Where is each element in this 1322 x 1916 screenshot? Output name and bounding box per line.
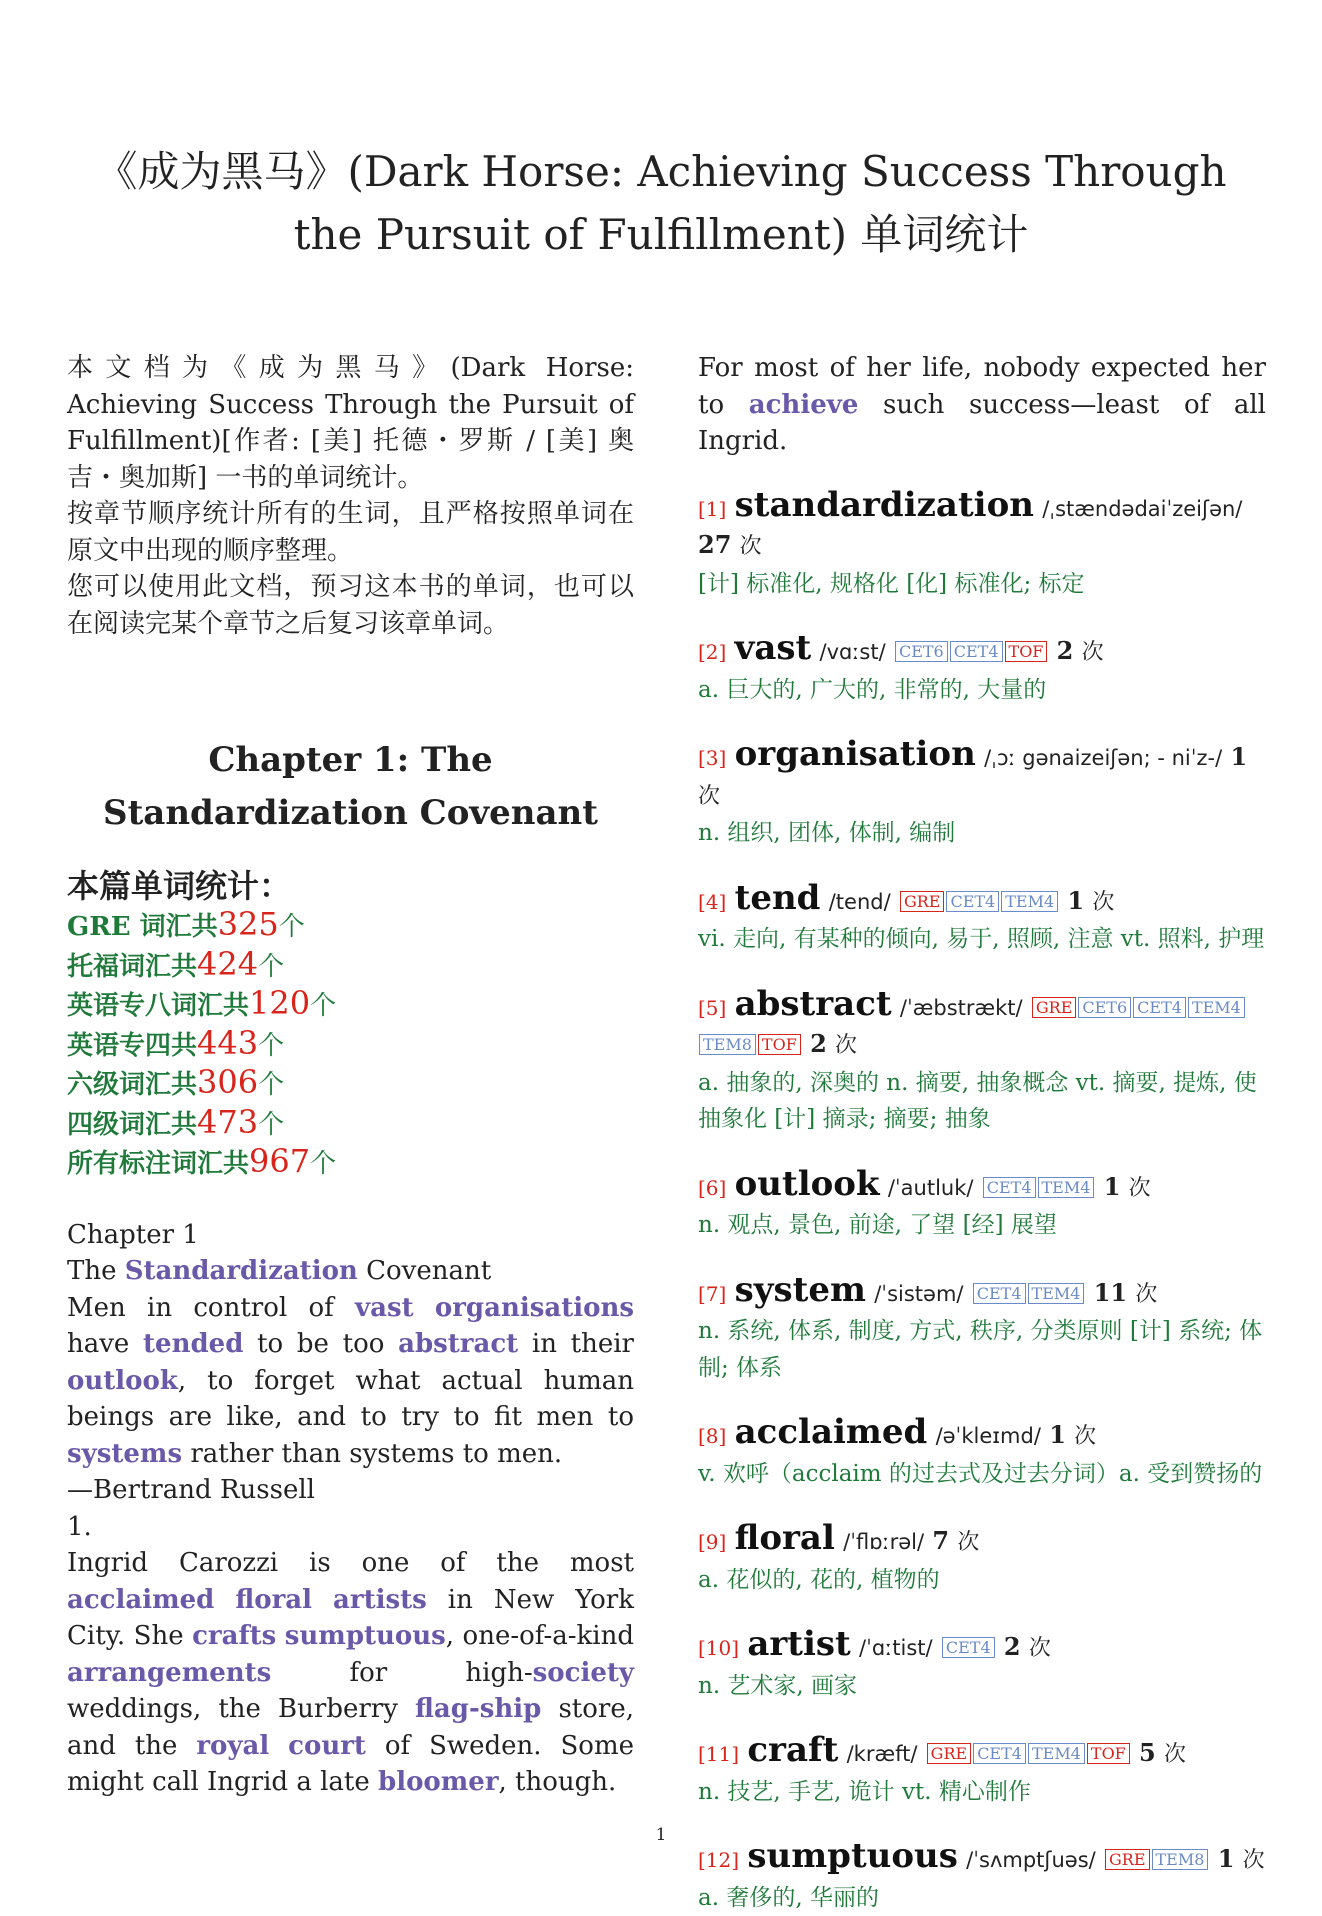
entry-word: artist [747, 1624, 850, 1664]
stat-label: 所有标注词汇共 [67, 1149, 249, 1179]
entry-definition: vi. 走向, 有某种的倾向, 易于, 照顾, 注意 vt. 照料, 护理 [698, 921, 1266, 958]
highlighted-word: Standardization [125, 1256, 358, 1286]
highlighted-word: acclaimed [67, 1585, 214, 1615]
stat-unit: 个 [258, 1110, 284, 1140]
text-run: to be too [243, 1329, 398, 1359]
stat-unit: 个 [258, 952, 284, 982]
highlighted-word: flag-ship [415, 1694, 541, 1724]
entry-phonetic: /vɑːst/ [820, 640, 886, 664]
entry-word: tend [735, 878, 821, 918]
entry-definition: n. 组织, 团体, 体制, 编制 [698, 815, 1266, 852]
entry-count: 2 [1057, 636, 1074, 665]
highlighted-word: abstract [398, 1329, 518, 1359]
exam-tag-badge: TEM4 [1038, 1177, 1095, 1198]
highlighted-word: vast [355, 1293, 414, 1323]
text-run: in their [518, 1329, 634, 1359]
page-number: 1 [0, 1825, 1322, 1845]
stat-count: 443 [197, 1024, 258, 1062]
quote-attribution: —Bertrand Russell [67, 1472, 634, 1509]
highlighted-word: artists [333, 1585, 427, 1615]
entry-count: 2 [810, 1029, 827, 1058]
entry-count-unit: 次 [740, 534, 762, 559]
text-run: , one-of-a-kind [446, 1621, 634, 1651]
exam-tag-badge: TOF [758, 1034, 801, 1055]
highlighted-word: floral [235, 1585, 312, 1615]
stat-row [67, 985, 634, 1025]
stat-count: 473 [197, 1103, 258, 1141]
entry-word: acclaimed [735, 1412, 928, 1452]
entry-index: [12] [698, 1848, 739, 1872]
entry-head [698, 1626, 1266, 1668]
entry-phonetic: /ˈautluk/ [888, 1176, 974, 1200]
exam-tag-badge: GRE [1032, 997, 1077, 1018]
entry-count-unit: 次 [1082, 640, 1104, 665]
passage-chapter-line: Chapter 1 [67, 1217, 634, 1254]
exam-tag-badge: TEM4 [1188, 997, 1245, 1018]
stats-heading: 本篇单词统计： [67, 866, 634, 906]
entry-index: [8] [698, 1424, 726, 1448]
entry-phonetic: /əˈkleɪmd/ [936, 1424, 1041, 1448]
text-run: Men in control of [67, 1293, 355, 1323]
highlighted-word: tended [143, 1329, 243, 1359]
entry-index: [4] [698, 890, 726, 914]
entry-index: [6] [698, 1176, 726, 1200]
entry-word: floral [735, 1518, 835, 1558]
exam-tag-badge: TOF [1005, 641, 1048, 662]
text-run [414, 1293, 435, 1323]
entry-head [698, 1520, 1266, 1562]
stat-row [67, 1025, 634, 1065]
entry-word: craft [747, 1730, 838, 1770]
text-run: Covenant [358, 1256, 491, 1286]
entry-index: [10] [698, 1636, 739, 1660]
stat-label: 英语专八词汇共 [67, 991, 249, 1021]
entry-head [698, 1414, 1266, 1456]
entry-phonetic: /ˈflɒːrəl/ [843, 1530, 924, 1554]
exam-tag-badge: CET4 [942, 1637, 995, 1658]
exam-tag-badge: CET6 [1078, 997, 1131, 1018]
entry-count-unit: 次 [1243, 1848, 1265, 1873]
entry-head [698, 736, 1266, 815]
entry-phonetic: /ˈæbstrækt/ [900, 996, 1023, 1020]
exam-tag-badge: CET4 [1133, 997, 1186, 1018]
entry-word: abstract [735, 984, 892, 1024]
highlighted-word: arrangements [67, 1658, 271, 1688]
stat-row [67, 906, 634, 946]
left-column [67, 350, 634, 1801]
stat-count: 424 [197, 945, 258, 983]
entry-head [698, 1732, 1266, 1774]
vocab-entry [698, 1166, 1266, 1244]
entry-count-unit: 次 [1164, 1742, 1186, 1767]
stat-row [67, 946, 634, 986]
entry-definition: n. 艺术家, 画家 [698, 1668, 1266, 1705]
entry-word: organisation [735, 734, 976, 774]
entry-phonetic: /ˌstændədaiˈzeiʃən/ [1042, 497, 1242, 521]
entry-index: [11] [698, 1742, 739, 1766]
passage-subtitle [67, 1253, 634, 1290]
entry-count: 2 [1004, 1632, 1021, 1661]
stat-label: 六级词汇共 [67, 1070, 197, 1100]
exam-tag-badge: TEM8 [699, 1034, 756, 1055]
stat-row [67, 1143, 634, 1183]
highlighted-word: organisations [435, 1293, 634, 1323]
vocab-entry [698, 630, 1266, 708]
entry-count-unit: 次 [698, 784, 720, 809]
text-run: , to forget what actual human beings are like, and to try to fit men to [67, 1366, 634, 1433]
entry-head [698, 1166, 1266, 1208]
text-run [276, 1621, 284, 1651]
highlighted-word: court [288, 1731, 366, 1761]
passage [67, 1217, 634, 1801]
text-run: weddings, the Burberry [67, 1694, 415, 1724]
stat-label: GRE 词汇共 [67, 912, 218, 942]
highlighted-word: outlook [67, 1366, 178, 1396]
vocab-entry [698, 487, 1266, 603]
entry-head [698, 1272, 1266, 1314]
entry-count-unit: 次 [1029, 1636, 1051, 1661]
text-run: The [67, 1256, 125, 1286]
stat-label: 四级词汇共 [67, 1110, 197, 1140]
text-run: in New York City. She [67, 1585, 634, 1652]
entry-count: 1 [1218, 1844, 1235, 1873]
stat-unit: 个 [310, 991, 336, 1021]
exam-tag-badge: GRE [900, 891, 945, 912]
text-run: For most of her life, nobody expected her to [698, 353, 1266, 420]
exam-tag-badge: GRE [927, 1743, 972, 1764]
vocab-entry [698, 880, 1266, 958]
entry-phonetic: /tend/ [829, 890, 891, 914]
entry-definition: n. 系统, 体系, 制度, 方式, 秩序, 分类原则 [计] 系统; 体制; 体系 [698, 1313, 1266, 1386]
stat-row [67, 1104, 634, 1144]
highlighted-word: royal [196, 1731, 269, 1761]
entry-definition: a. 巨大的, 广大的, 非常的, 大量的 [698, 672, 1266, 709]
entry-word: outlook [735, 1164, 880, 1204]
exam-tag-badge: CET4 [973, 1743, 1026, 1764]
vocab-entry [698, 1520, 1266, 1598]
vocab-entry [698, 1626, 1266, 1704]
stat-unit: 个 [279, 912, 305, 942]
exam-tag-badge: CET4 [950, 641, 1003, 662]
vocab-entry [698, 736, 1266, 852]
entry-definition: n. 观点, 景色, 前途, 了望 [经] 展望 [698, 1207, 1266, 1244]
text-run [269, 1731, 288, 1761]
entry-definition: [计] 标准化, 规格化 [化] 标准化; 标定 [698, 566, 1266, 603]
exam-tag-badge: CET4 [946, 891, 999, 912]
right-intro-paragraph [698, 350, 1266, 460]
entry-phonetic: /ˈsʌmptʃuəs/ [966, 1848, 1096, 1872]
entry-index: [9] [698, 1530, 726, 1554]
highlighted-word: crafts [192, 1621, 276, 1651]
stat-label: 英语专四共 [67, 1031, 197, 1061]
exam-tag-badge: TEM4 [1028, 1743, 1085, 1764]
entry-definition: a. 抽象的, 深奥的 n. 摘要, 抽象概念 vt. 摘要, 提炼, 使抽象化 [计] 摘录; 摘要; 抽象 [698, 1065, 1266, 1138]
entry-definition: a. 花似的, 花的, 植物的 [698, 1562, 1266, 1599]
exam-tag-badge: TEM8 [1152, 1849, 1209, 1870]
chapter-heading: Chapter 1: The Standardization Covenant [67, 734, 634, 840]
section-number: 1. [67, 1509, 634, 1546]
stats-list [67, 906, 634, 1183]
stat-count: 325 [218, 905, 279, 943]
entry-index: [1] [698, 497, 726, 521]
text-run: rather than systems to men. [182, 1439, 562, 1469]
entry-head [698, 630, 1266, 672]
exam-tag-badge: CET4 [973, 1283, 1026, 1304]
stat-unit: 个 [310, 1149, 336, 1179]
exam-tag-badge: TEM4 [1001, 891, 1058, 912]
intro-paragraph: 本文档为《成为黑马》(Dark Horse: Achieving Success Through the Pursuit of Fulfillment)[作者: [美] 托德・罗斯 / [美] 奥吉・奥加斯] 一书的单词统计。 [67, 350, 634, 496]
entry-count: 27 [698, 530, 731, 559]
entry-definition: v. 欢呼（acclaim 的过去式及过去分词）a. 受到赞扬的 [698, 1456, 1266, 1493]
text-run: of Sweden. Some might call Ingrid a late [67, 1731, 634, 1798]
text-run: have [67, 1329, 143, 1359]
document-title: 《成为黑马》(Dark Horse: Achieving Success Through the Pursuit of Fulfillment) 单词统计 [60, 140, 1262, 266]
entry-index: [5] [698, 996, 726, 1020]
entry-phonetic: /ˈɑːtist/ [859, 1636, 933, 1660]
exam-tag-badge: TEM4 [1028, 1283, 1085, 1304]
vocab-entries [698, 460, 1266, 1916]
entry-count-unit: 次 [1092, 890, 1114, 915]
highlighted-word: society [533, 1658, 634, 1688]
vocab-entry [698, 1838, 1266, 1916]
intro-text [67, 350, 634, 642]
passage-paragraph [67, 1545, 634, 1801]
entry-head [698, 880, 1266, 922]
stat-count: 120 [249, 984, 310, 1022]
entry-phonetic: /ˈsistəm/ [874, 1282, 963, 1306]
intro-paragraph: 按章节顺序统计所有的生词，且严格按照单词在原文中出现的顺序整理。 [67, 496, 634, 569]
entry-count-unit: 次 [1074, 1424, 1096, 1449]
entry-head [698, 487, 1266, 566]
text-run: Ingrid Carozzi is one of the most [67, 1548, 634, 1578]
entry-phonetic: /kræft/ [847, 1742, 918, 1766]
stat-count: 306 [197, 1063, 258, 1101]
intro-paragraph: 您可以使用此文档，预习这本书的单词，也可以在阅读完某个章节之后复习该章单词。 [67, 569, 634, 642]
text-run: store, and the [67, 1694, 634, 1761]
entry-count: 1 [1104, 1172, 1121, 1201]
entry-index: [3] [698, 746, 726, 770]
exam-tag-badge: GRE [1105, 1849, 1150, 1870]
highlighted-word: bloomer [378, 1767, 499, 1797]
entry-count: 1 [1067, 886, 1084, 915]
entry-count: 11 [1094, 1278, 1127, 1307]
passage-quote [67, 1290, 634, 1473]
text-run: for high- [271, 1658, 532, 1688]
exam-tag-badge: TOF [1087, 1743, 1130, 1764]
stat-count: 967 [249, 1142, 310, 1180]
stat-row [67, 1064, 634, 1104]
highlighted-word: sumptuous [285, 1621, 446, 1651]
text-run: , though. [499, 1767, 617, 1797]
stat-unit: 个 [258, 1070, 284, 1100]
vocab-entry [698, 986, 1266, 1138]
entry-word: vast [735, 628, 812, 668]
entry-word: standardization [735, 485, 1034, 525]
entry-count-unit: 次 [1129, 1176, 1151, 1201]
text-run [312, 1585, 333, 1615]
entry-count-unit: 次 [1135, 1282, 1157, 1307]
highlighted-word: systems [67, 1439, 182, 1469]
entry-count: 1 [1230, 742, 1247, 771]
right-column [698, 350, 1266, 1916]
entry-definition: n. 技艺, 手艺, 诡计 vt. 精心制作 [698, 1774, 1266, 1811]
exam-tag-badge: CET4 [983, 1177, 1036, 1198]
highlighted-word: achieve [749, 390, 859, 420]
entry-count: 1 [1049, 1420, 1066, 1449]
exam-tag-badge: CET6 [895, 641, 948, 662]
entry-index: [2] [698, 640, 726, 664]
entry-word: sumptuous [747, 1836, 958, 1876]
entry-head [698, 986, 1266, 1065]
text-run [214, 1585, 235, 1615]
entry-count: 5 [1139, 1738, 1156, 1767]
entry-count-unit: 次 [957, 1530, 979, 1555]
text-run: such success—least of all Ingrid. [698, 390, 1266, 457]
vocab-entry [698, 1272, 1266, 1387]
entry-definition: a. 奢侈的, 华丽的 [698, 1880, 1266, 1916]
stat-unit: 个 [258, 1031, 284, 1061]
vocab-entry [698, 1414, 1266, 1492]
stat-label: 托福词汇共 [67, 952, 197, 982]
entry-word: system [735, 1270, 866, 1310]
entry-phonetic: /ˌɔː gənaizeiʃən; - niˈz-/ [984, 746, 1222, 770]
entry-count: 7 [932, 1526, 949, 1555]
vocab-entry [698, 1732, 1266, 1810]
entry-count-unit: 次 [835, 1033, 857, 1058]
entry-index: [7] [698, 1282, 726, 1306]
